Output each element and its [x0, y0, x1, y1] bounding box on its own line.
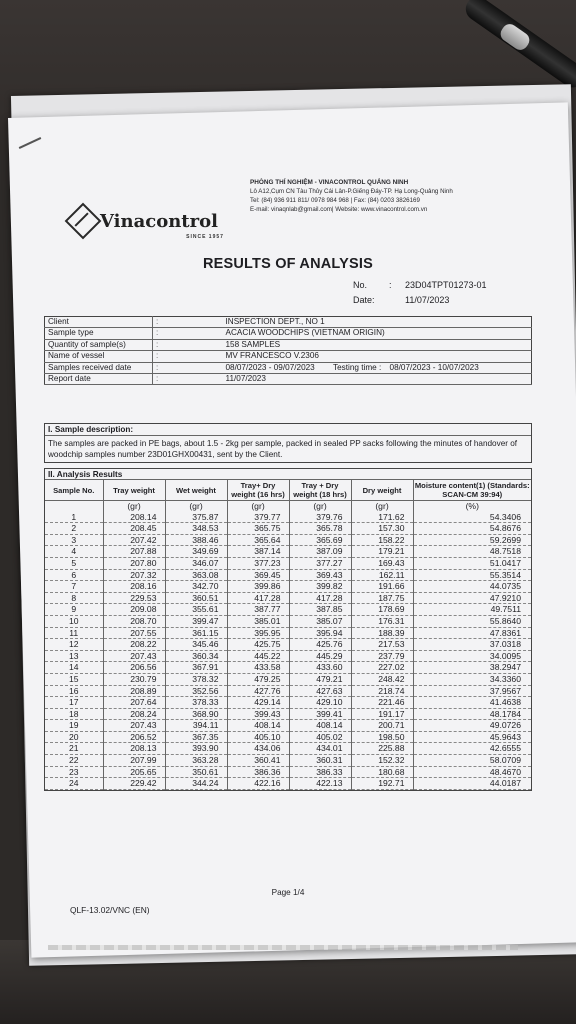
table-row [45, 650, 531, 662]
info-row [45, 317, 532, 328]
cell-tray-weight: 230.79 [103, 673, 165, 685]
logo-text: Vinacontrol SINCE 1957 [100, 210, 224, 240]
col-sample-no: Sample No. [45, 480, 103, 501]
info-key: Client [45, 317, 153, 328]
info-value: ACACIA WOODCHIPS (VIETNAM ORIGIN) [223, 328, 532, 339]
cell-sample-no: 8 [45, 592, 103, 604]
info-value [223, 362, 532, 373]
cell-tray-weight: 205.65 [103, 766, 165, 778]
cell-moisture: 48.4670 [413, 766, 531, 778]
cell-tray-dry-16: 417.28 [227, 592, 289, 604]
cell-tray-weight: 229.53 [103, 592, 165, 604]
lab-name: PHÒNG THÍ NGHIỆM - VINACONTROL QUẢNG NINH [250, 179, 409, 186]
cell-tray-dry-16: 399.86 [227, 581, 289, 593]
cell-dry-weight: 217.53 [351, 639, 413, 651]
info-colon: : [153, 351, 223, 362]
table-row [45, 708, 531, 720]
cell-wet-weight: 348.53 [165, 523, 227, 535]
cell-dry-weight: 152.32 [351, 755, 413, 767]
cell-sample-no: 3 [45, 534, 103, 546]
table-row [45, 673, 531, 685]
cell-sample-no: 21 [45, 743, 103, 755]
info-colon: : [153, 339, 223, 350]
cell-dry-weight: 192.71 [351, 778, 413, 790]
cell-dry-weight: 187.75 [351, 592, 413, 604]
cell-sample-no: 14 [45, 662, 103, 674]
info-row [45, 339, 532, 350]
table-row [45, 569, 531, 581]
cell-tray-dry-16: 386.36 [227, 766, 289, 778]
cell-tray-weight: 207.64 [103, 697, 165, 709]
pen-mark [19, 137, 42, 149]
cell-tray-dry-18: 427.63 [289, 685, 351, 697]
cell-moisture: 34.0095 [413, 650, 531, 662]
cell-wet-weight: 346.07 [165, 557, 227, 569]
cell-tray-dry-18: 405.02 [289, 731, 351, 743]
cell-wet-weight: 355.61 [165, 604, 227, 616]
cell-tray-dry-18: 387.09 [289, 546, 351, 558]
report-no-label: No. [353, 280, 368, 290]
cell-tray-weight: 207.42 [103, 534, 165, 546]
cell-tray-weight: 206.52 [103, 731, 165, 743]
page-number: Page 1/4 [271, 888, 305, 897]
cell-tray-dry-16: 377.23 [227, 557, 289, 569]
cell-tray-weight: 207.43 [103, 650, 165, 662]
info-key: Report date [45, 374, 153, 385]
table-row [45, 697, 531, 709]
cell-tray-dry-18: 422.13 [289, 778, 351, 790]
info-key: Sample type [45, 328, 153, 339]
cell-dry-weight: 198.50 [351, 731, 413, 743]
cell-moisture: 45.9643 [413, 731, 531, 743]
cell-moisture: 54.8676 [413, 523, 531, 535]
cell-dry-weight: 225.88 [351, 743, 413, 755]
info-row [45, 374, 532, 385]
cell-sample-no: 17 [45, 697, 103, 709]
cell-tray-weight: 206.56 [103, 662, 165, 674]
table-row [45, 720, 531, 732]
cell-dry-weight: 188.39 [351, 627, 413, 639]
results-body [45, 501, 531, 790]
info-colon: : [153, 374, 223, 385]
analysis-results [44, 468, 532, 791]
cell-sample-no: 13 [45, 650, 103, 662]
cell-tray-dry-18: 365.69 [289, 534, 351, 546]
table-row [45, 662, 531, 674]
cell-tray-dry-18: 387.85 [289, 604, 351, 616]
info-value: INSPECTION DEPT., NO 1 [223, 317, 532, 328]
cell-sample-no: 4 [45, 546, 103, 558]
unit: (%) [465, 501, 479, 511]
logo-emblem-icon [65, 203, 102, 240]
cell-wet-weight: 367.35 [165, 731, 227, 743]
cell-dry-weight: 221.46 [351, 697, 413, 709]
cell-tray-dry-16: 429.14 [227, 697, 289, 709]
cell-tray-dry-18: 429.10 [289, 697, 351, 709]
cell-wet-weight: 378.33 [165, 697, 227, 709]
cell-moisture: 48.7518 [413, 546, 531, 558]
table-row [45, 743, 531, 755]
cell-wet-weight: 367.91 [165, 662, 227, 674]
table-row [45, 615, 531, 627]
testing-time-value: 08/07/2023 - 10/07/2023 [389, 362, 479, 372]
sample-description [44, 423, 532, 463]
cell-sample-no: 22 [45, 755, 103, 767]
cell-sample-no: 6 [45, 569, 103, 581]
cell-dry-weight: 162.11 [351, 569, 413, 581]
cell-moisture: 49.7511 [413, 604, 531, 616]
cell-sample-no: 23 [45, 766, 103, 778]
lab-phone: Tel: (84) 936 911 811/ 0978 984 968 | Fax: (84) 0203 3826169 [250, 197, 420, 204]
cell-tray-dry-16: 479.25 [227, 673, 289, 685]
unit: (gr) [165, 501, 227, 512]
table-row [45, 581, 531, 593]
logo-since: SINCE 1957 [186, 233, 224, 240]
cell-moisture: 34.3360 [413, 673, 531, 685]
cell-tray-weight: 208.45 [103, 523, 165, 535]
cell-wet-weight: 363.08 [165, 569, 227, 581]
unit: (gr) [227, 501, 289, 512]
table-row [45, 512, 531, 523]
cell-sample-no: 7 [45, 581, 103, 593]
testing-time-label: Testing time : [333, 362, 382, 372]
report-meta [353, 278, 487, 308]
footer-strip [48, 945, 518, 950]
cell-moisture: 59.2699 [413, 534, 531, 546]
cell-tray-weight: 208.14 [103, 512, 165, 523]
cell-tray-dry-16: 385.01 [227, 615, 289, 627]
table-row [45, 685, 531, 697]
cell-tray-dry-16: 387.14 [227, 546, 289, 558]
cell-dry-weight: 171.62 [351, 512, 413, 523]
results-header-row [45, 480, 531, 501]
description-heading: I. Sample description: [45, 424, 531, 436]
cell-dry-weight: 180.68 [351, 766, 413, 778]
cell-wet-weight: 368.90 [165, 708, 227, 720]
cell-wet-weight: 345.46 [165, 639, 227, 651]
cell-tray-dry-16: 408.14 [227, 720, 289, 732]
document-title: RESULTS OF ANALYSIS [202, 256, 374, 272]
cell-moisture: 42.6555 [413, 743, 531, 755]
cell-dry-weight: 169.43 [351, 557, 413, 569]
lab-address: Lô A12,Cụm CN Tàu Thủy Cái Lân-P.Giếng Đáy-TP. Hạ Long-Quảng Ninh [250, 188, 453, 195]
info-value: 11/07/2023 [223, 374, 532, 385]
cell-moisture: 37.0318 [413, 639, 531, 651]
cell-moisture: 47.8361 [413, 627, 531, 639]
cell-dry-weight: 191.17 [351, 708, 413, 720]
cell-dry-weight: 158.22 [351, 534, 413, 546]
table-row [45, 557, 531, 569]
cell-wet-weight: 394.11 [165, 720, 227, 732]
cell-tray-dry-16: 434.06 [227, 743, 289, 755]
cell-wet-weight: 350.61 [165, 766, 227, 778]
cell-moisture: 58.0709 [413, 755, 531, 767]
cell-tray-dry-18: 399.82 [289, 581, 351, 593]
cell-tray-weight: 207.88 [103, 546, 165, 558]
cell-moisture: 48.1784 [413, 708, 531, 720]
cell-tray-weight: 208.70 [103, 615, 165, 627]
table-row [45, 534, 531, 546]
cell-sample-no: 20 [45, 731, 103, 743]
table-row [45, 604, 531, 616]
info-row [45, 351, 532, 362]
col-moisture: Moisture content(1) (Standards: SCAN-CM 39:94) [414, 481, 530, 499]
cell-wet-weight: 393.90 [165, 743, 227, 755]
unit: (gr) [351, 501, 413, 512]
table-row [45, 592, 531, 604]
cell-tray-dry-18: 434.01 [289, 743, 351, 755]
cell-wet-weight: 363.28 [165, 755, 227, 767]
cell-moisture: 55.8640 [413, 615, 531, 627]
cell-tray-dry-18: 417.28 [289, 592, 351, 604]
cell-tray-dry-18: 386.33 [289, 766, 351, 778]
cell-sample-no: 15 [45, 673, 103, 685]
table-row [45, 639, 531, 651]
cell-wet-weight: 352.56 [165, 685, 227, 697]
cell-dry-weight: 179.21 [351, 546, 413, 558]
cell-tray-dry-16: 365.64 [227, 534, 289, 546]
cell-moisture: 54.3406 [413, 512, 531, 523]
cell-moisture: 51.0417 [413, 557, 531, 569]
sample-info-table [44, 316, 532, 385]
cell-tray-dry-16: 425.75 [227, 639, 289, 651]
cell-sample-no: 5 [45, 557, 103, 569]
table-row [45, 627, 531, 639]
info-row [45, 362, 532, 373]
cell-tray-dry-16: 433.58 [227, 662, 289, 674]
table-row [45, 766, 531, 778]
cell-tray-weight: 207.43 [103, 720, 165, 732]
results-table [45, 480, 531, 790]
cell-dry-weight: 218.74 [351, 685, 413, 697]
unit: (gr) [103, 501, 165, 512]
report-date-label: Date: [353, 295, 375, 305]
cell-tray-dry-16: 387.77 [227, 604, 289, 616]
lab-email: E-mail: vinaqnlab@gmail.com| Website: www.vinacontrol.com.vn [250, 206, 428, 213]
cell-wet-weight: 344.24 [165, 778, 227, 790]
cell-sample-no: 2 [45, 523, 103, 535]
cell-tray-dry-18: 408.14 [289, 720, 351, 732]
cell-dry-weight: 248.42 [351, 673, 413, 685]
cell-wet-weight: 378.32 [165, 673, 227, 685]
cell-tray-weight: 207.80 [103, 557, 165, 569]
table-row [45, 755, 531, 767]
cell-moisture: 38.2947 [413, 662, 531, 674]
col-tray-weight: Tray weight [103, 480, 165, 501]
cell-tray-dry-18: 445.29 [289, 650, 351, 662]
vinacontrol-logo [70, 208, 224, 240]
cell-tray-dry-16: 399.43 [227, 708, 289, 720]
cell-dry-weight: 237.79 [351, 650, 413, 662]
cell-tray-weight: 208.16 [103, 581, 165, 593]
cell-tray-dry-18: 360.31 [289, 755, 351, 767]
cell-sample-no: 1 [45, 512, 103, 523]
received-date-value: 08/07/2023 - 09/07/2023 [225, 362, 315, 372]
cell-tray-weight: 207.32 [103, 569, 165, 581]
cell-tray-dry-18: 399.41 [289, 708, 351, 720]
cell-dry-weight: 200.71 [351, 720, 413, 732]
cell-tray-dry-18: 479.21 [289, 673, 351, 685]
cell-tray-weight: 208.13 [103, 743, 165, 755]
cell-tray-weight: 208.24 [103, 708, 165, 720]
document-page [8, 102, 576, 957]
cell-tray-dry-16: 360.41 [227, 755, 289, 767]
cell-moisture: 44.0735 [413, 581, 531, 593]
info-value: MV FRANCESCO V.2306 [223, 351, 532, 362]
cell-tray-dry-18: 379.76 [289, 512, 351, 523]
unit: (gr) [289, 501, 351, 512]
cell-dry-weight: 157.30 [351, 523, 413, 535]
info-colon: : [153, 328, 223, 339]
units-row [45, 501, 531, 512]
cell-sample-no: 19 [45, 720, 103, 732]
cell-wet-weight: 342.70 [165, 581, 227, 593]
cell-dry-weight: 178.69 [351, 604, 413, 616]
cell-dry-weight: 176.31 [351, 615, 413, 627]
cell-tray-weight: 207.99 [103, 755, 165, 767]
cell-sample-no: 9 [45, 604, 103, 616]
cell-wet-weight: 360.51 [165, 592, 227, 604]
info-key: Samples received date [45, 362, 153, 373]
cell-tray-dry-16: 395.95 [227, 627, 289, 639]
cell-tray-dry-18: 369.43 [289, 569, 351, 581]
table-row [45, 731, 531, 743]
col-tray-dry-18: Tray + Dry weight (18 hrs) [289, 480, 351, 501]
report-date-value: 11/07/2023 [405, 295, 450, 305]
form-code: QLF-13.02/VNC (EN) [70, 905, 150, 915]
cell-moisture: 49.0726 [413, 720, 531, 732]
cell-tray-weight: 208.22 [103, 639, 165, 651]
cell-tray-dry-18: 385.07 [289, 615, 351, 627]
cell-moisture: 44.0187 [413, 778, 531, 790]
cell-dry-weight: 227.02 [351, 662, 413, 674]
cell-tray-weight: 208.89 [103, 685, 165, 697]
info-colon: : [153, 317, 223, 328]
cell-tray-dry-16: 369.45 [227, 569, 289, 581]
cell-tray-dry-18: 365.78 [289, 523, 351, 535]
cell-tray-weight: 209.08 [103, 604, 165, 616]
cell-tray-weight: 229.42 [103, 778, 165, 790]
table-row [45, 523, 531, 535]
lab-contact [250, 178, 550, 214]
cell-tray-dry-16: 427.76 [227, 685, 289, 697]
report-no-value: 23D04TPT01273-01 [405, 280, 487, 290]
cell-wet-weight: 399.47 [165, 615, 227, 627]
cell-wet-weight: 349.69 [165, 546, 227, 558]
cell-wet-weight: 360.34 [165, 650, 227, 662]
table-row [45, 778, 531, 790]
results-heading: II. Analysis Results [45, 469, 531, 480]
cell-tray-dry-16: 405.10 [227, 731, 289, 743]
description-text: The samples are packed in PE bags, about 1.5 - 2kg per sample, packed in sealed PP sacks following the minutes of handover of woodchip samples number 23D01GHX00431, sent by the Client. [48, 439, 518, 459]
col-wet-weight: Wet weight [165, 480, 227, 501]
cell-tray-dry-16: 379.77 [227, 512, 289, 523]
cell-tray-dry-16: 365.75 [227, 523, 289, 535]
cell-wet-weight: 375.87 [165, 512, 227, 523]
cell-tray-dry-16: 422.16 [227, 778, 289, 790]
cell-dry-weight: 191.66 [351, 581, 413, 593]
report-no-colon: : [389, 280, 392, 290]
info-key: Name of vessel [45, 351, 153, 362]
cell-moisture: 47.9210 [413, 592, 531, 604]
cell-sample-no: 10 [45, 615, 103, 627]
cell-sample-no: 16 [45, 685, 103, 697]
cell-moisture: 55.3514 [413, 569, 531, 581]
cell-tray-weight: 207.55 [103, 627, 165, 639]
info-row [45, 328, 532, 339]
cell-tray-dry-18: 433.60 [289, 662, 351, 674]
info-key: Quantity of sample(s) [45, 339, 153, 350]
cell-wet-weight: 388.46 [165, 534, 227, 546]
cell-sample-no: 18 [45, 708, 103, 720]
cell-sample-no: 24 [45, 778, 103, 790]
table-row [45, 546, 531, 558]
cell-tray-dry-18: 377.27 [289, 557, 351, 569]
cell-moisture: 41.4638 [413, 697, 531, 709]
cell-tray-dry-18: 395.94 [289, 627, 351, 639]
cell-sample-no: 11 [45, 627, 103, 639]
col-dry-weight: Dry weight [351, 480, 413, 501]
cell-wet-weight: 361.15 [165, 627, 227, 639]
info-colon: : [153, 362, 223, 373]
cell-tray-dry-18: 425.76 [289, 639, 351, 651]
info-value: 158 SAMPLES [223, 339, 532, 350]
cell-moisture: 37.9567 [413, 685, 531, 697]
cell-sample-no: 12 [45, 639, 103, 651]
cell-tray-dry-16: 445.22 [227, 650, 289, 662]
col-tray-dry-16: Tray+ Dry weight (16 hrs) [227, 480, 289, 501]
